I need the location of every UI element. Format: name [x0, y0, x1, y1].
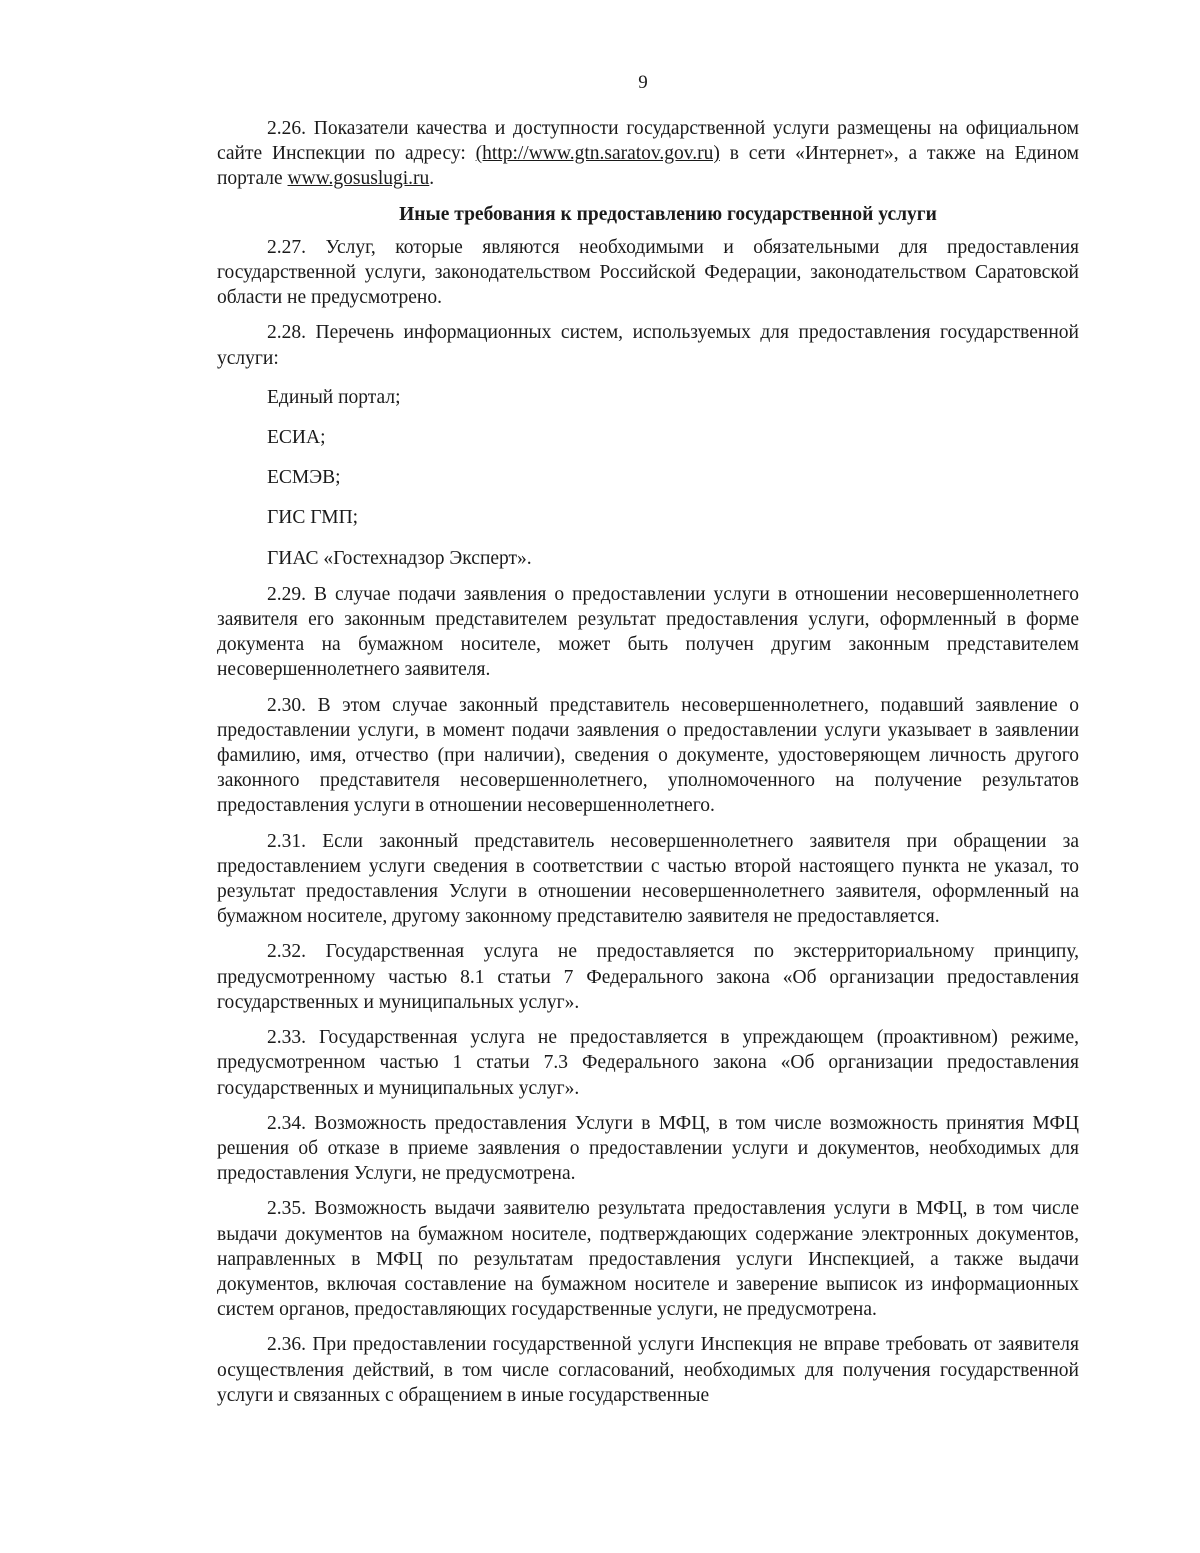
system-item-gis-gmp: ГИС ГМП; — [267, 507, 359, 529]
page-number: 9 — [638, 72, 648, 93]
paragraph-text: в сети «Интернет», а также на Едином портале — [217, 143, 1079, 190]
paragraph-2-31: 2.31. Если законный представитель несовершеннолетнего заявителя при обращении за предоставлением услуги сведения в соответствии с частью второй настоящего пункта не указал, то результат предоставления Услуги в отношении несовершеннолетнего заявителя, оформленный на бумажном носителе, другому законному представителю заявителя не предоставляется. — [217, 830, 1079, 928]
system-item-portal: Единый портал; — [267, 386, 401, 408]
paragraph-2-28: 2.28. Перечень информационных систем, используемых для предоставления государственной услуги: — [217, 322, 1079, 369]
document-body — [217, 116, 1079, 1418]
paragraph-2-29: 2.29. В случае подачи заявления о предоставлении услуги в отношении несовершеннолетнего заявителя его законным представителем результат предоставления услуги, оформленный в форме документа на бумажном носителе, может быть получен другим законным представителем несовершеннолетнего заявителя. — [217, 583, 1079, 681]
paragraph-2-35: 2.35. Возможность выдачи заявителю результата предоставления услуги в МФЦ, в том числе выдачи документов на бумажном носителе, подтверждающих содержание электронных документов, направленных в МФЦ по результатам предоставления услуги Инспекцией, а также выдачи документов, включая составление на бумажном носителе и заверение выписок из информационных систем органов, предоставляющих государственные услуги, не предусмотрена. — [217, 1198, 1079, 1321]
gosuslugi-link[interactable]: www.gosuslugi.ru — [287, 168, 430, 190]
gtn-website-link[interactable]: (http://www.gtn.saratov.gov.ru) — [475, 143, 720, 165]
system-item-gias: ГИАС «Гостехнадзор Эксперт». — [267, 547, 532, 569]
system-item-esia: ЕСИА; — [267, 427, 326, 449]
paragraph-text: 2.26. Показатели качества и доступности государственной услуги размещены на официальном сайте Инспекции по адресу: — [217, 118, 1079, 165]
paragraph-2-32: 2.32. Государственная услуга не предоставляется по экстерриториальному принципу, предусмотренному частью 8.1 статьи 7 Федерального закона «Об организации предоставления государственных и муниципальных услуг». — [217, 941, 1079, 1013]
paragraph-text: . — [429, 168, 435, 190]
paragraph-2-36: 2.36. При предоставлении государственной услуги Инспекция не вправе требовать от заявителя осуществления действий, в том числе согласований, необходимых для получения государственной услуги и связанных с обращением в иные государственные — [217, 1334, 1079, 1406]
paragraph-2-34: 2.34. Возможность предоставления Услуги в МФЦ, в том числе возможность принятия МФЦ решения об отказе в приеме заявления о предоставлении услуги и документов, необходимых для предоставления Услуги, не предусмотрена. — [217, 1112, 1079, 1185]
paragraph-2-27: 2.27. Услуг, которые являются необходимыми и обязательными для предоставления государственной услуги, законодательством Российской Федерации, законодательством Саратовской области не предусмотрено. — [217, 236, 1079, 309]
section-heading: Иные требования к предоставлению государственной услуги — [399, 203, 937, 225]
paragraph-2-26 — [217, 116, 1079, 192]
system-item-esmev: ЕСМЭВ; — [267, 467, 341, 489]
paragraph-2-30: 2.30. В этом случае законный представитель несовершеннолетнего, подавший заявление о предоставлении услуги, в момент подачи заявления о предоставлении услуги указывает в заявлении фамилию, имя, отчество (при наличии), сведения о документе, удостоверяющем личность другого законного представителя несовершеннолетнего, уполномоченного на получение результатов предоставления услуги в отношении несовершеннолетнего. — [217, 694, 1079, 817]
paragraph-2-33: 2.33. Государственная услуга не предоставляется в упреждающем (проактивном) режиме, предусмотренном частью 1 статьи 7.3 Федерального закона «Об организации предоставления государственных и муниципальных услуг». — [217, 1027, 1079, 1099]
